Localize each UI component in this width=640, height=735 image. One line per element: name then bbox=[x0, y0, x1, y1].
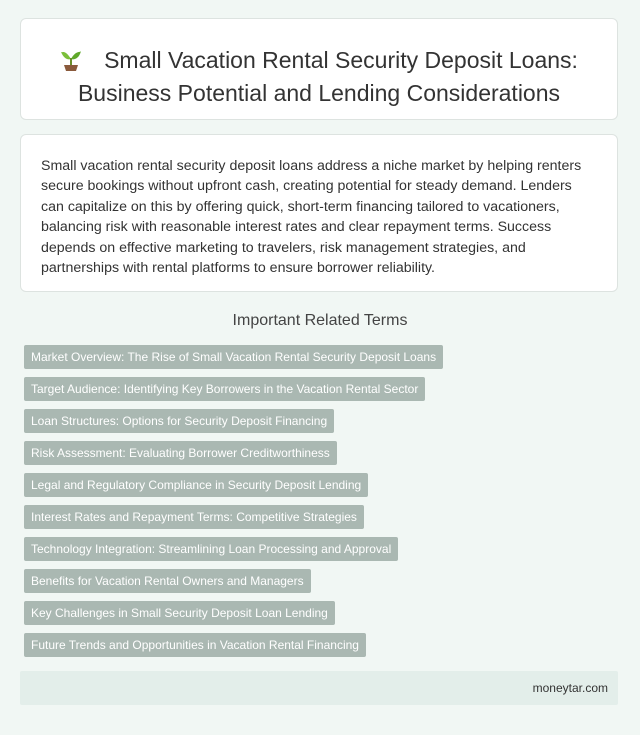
page-title bbox=[21, 45, 617, 108]
related-term[interactable] bbox=[24, 441, 443, 465]
related-terms-list bbox=[24, 345, 443, 665]
footer-site-link[interactable]: moneytar.com bbox=[532, 681, 608, 695]
summary-card bbox=[20, 134, 618, 292]
related-term-label[interactable]: Interest Rates and Repayment Terms: Competitive Strategies bbox=[24, 505, 364, 529]
related-term[interactable] bbox=[24, 409, 443, 433]
sprout-icon bbox=[60, 47, 82, 78]
related-term[interactable] bbox=[24, 633, 443, 657]
page-title-text: Small Vacation Rental Security Deposit Loans: Business Potential and Lending Considerations bbox=[77, 47, 578, 106]
related-term-label[interactable]: Future Trends and Opportunities in Vacation Rental Financing bbox=[24, 633, 366, 657]
related-term-label[interactable]: Key Challenges in Small Security Deposit Loan Lending bbox=[24, 601, 335, 625]
related-term[interactable] bbox=[24, 537, 443, 561]
related-term-label[interactable]: Target Audience: Identifying Key Borrowers in the Vacation Rental Sector bbox=[24, 377, 425, 401]
related-term-label[interactable]: Market Overview: The Rise of Small Vacation Rental Security Deposit Loans bbox=[24, 345, 443, 369]
related-term[interactable] bbox=[24, 345, 443, 369]
summary-text: Small vacation rental security deposit loans address a niche market by helping renters secure bookings without upfront cash, creating potential for steady demand. Lenders can capitalize on this by offering quick, short-term financing tailored to vacationers, balancing risk with reasonable interest rates and clear repayment terms. Success depends on effective marketing to travelers, risk management strategies, and partnerships with rental platforms to ensure borrower reliability. bbox=[41, 158, 582, 277]
related-term[interactable] bbox=[24, 505, 443, 529]
related-term[interactable] bbox=[24, 569, 443, 593]
related-terms-heading: Important Related Terms bbox=[232, 312, 408, 329]
related-term-label[interactable]: Legal and Regulatory Compliance in Security Deposit Lending bbox=[24, 473, 368, 497]
related-term-label[interactable]: Loan Structures: Options for Security Deposit Financing bbox=[24, 409, 334, 433]
related-term-label[interactable]: Benefits for Vacation Rental Owners and Managers bbox=[24, 569, 311, 593]
related-term[interactable] bbox=[24, 377, 443, 401]
related-term[interactable] bbox=[24, 601, 443, 625]
related-term-label[interactable]: Risk Assessment: Evaluating Borrower Creditworthiness bbox=[24, 441, 337, 465]
related-term-label[interactable]: Technology Integration: Streamlining Loan Processing and Approval bbox=[24, 537, 398, 561]
footer bbox=[20, 671, 618, 705]
related-term[interactable] bbox=[24, 473, 443, 497]
title-card bbox=[20, 18, 618, 120]
